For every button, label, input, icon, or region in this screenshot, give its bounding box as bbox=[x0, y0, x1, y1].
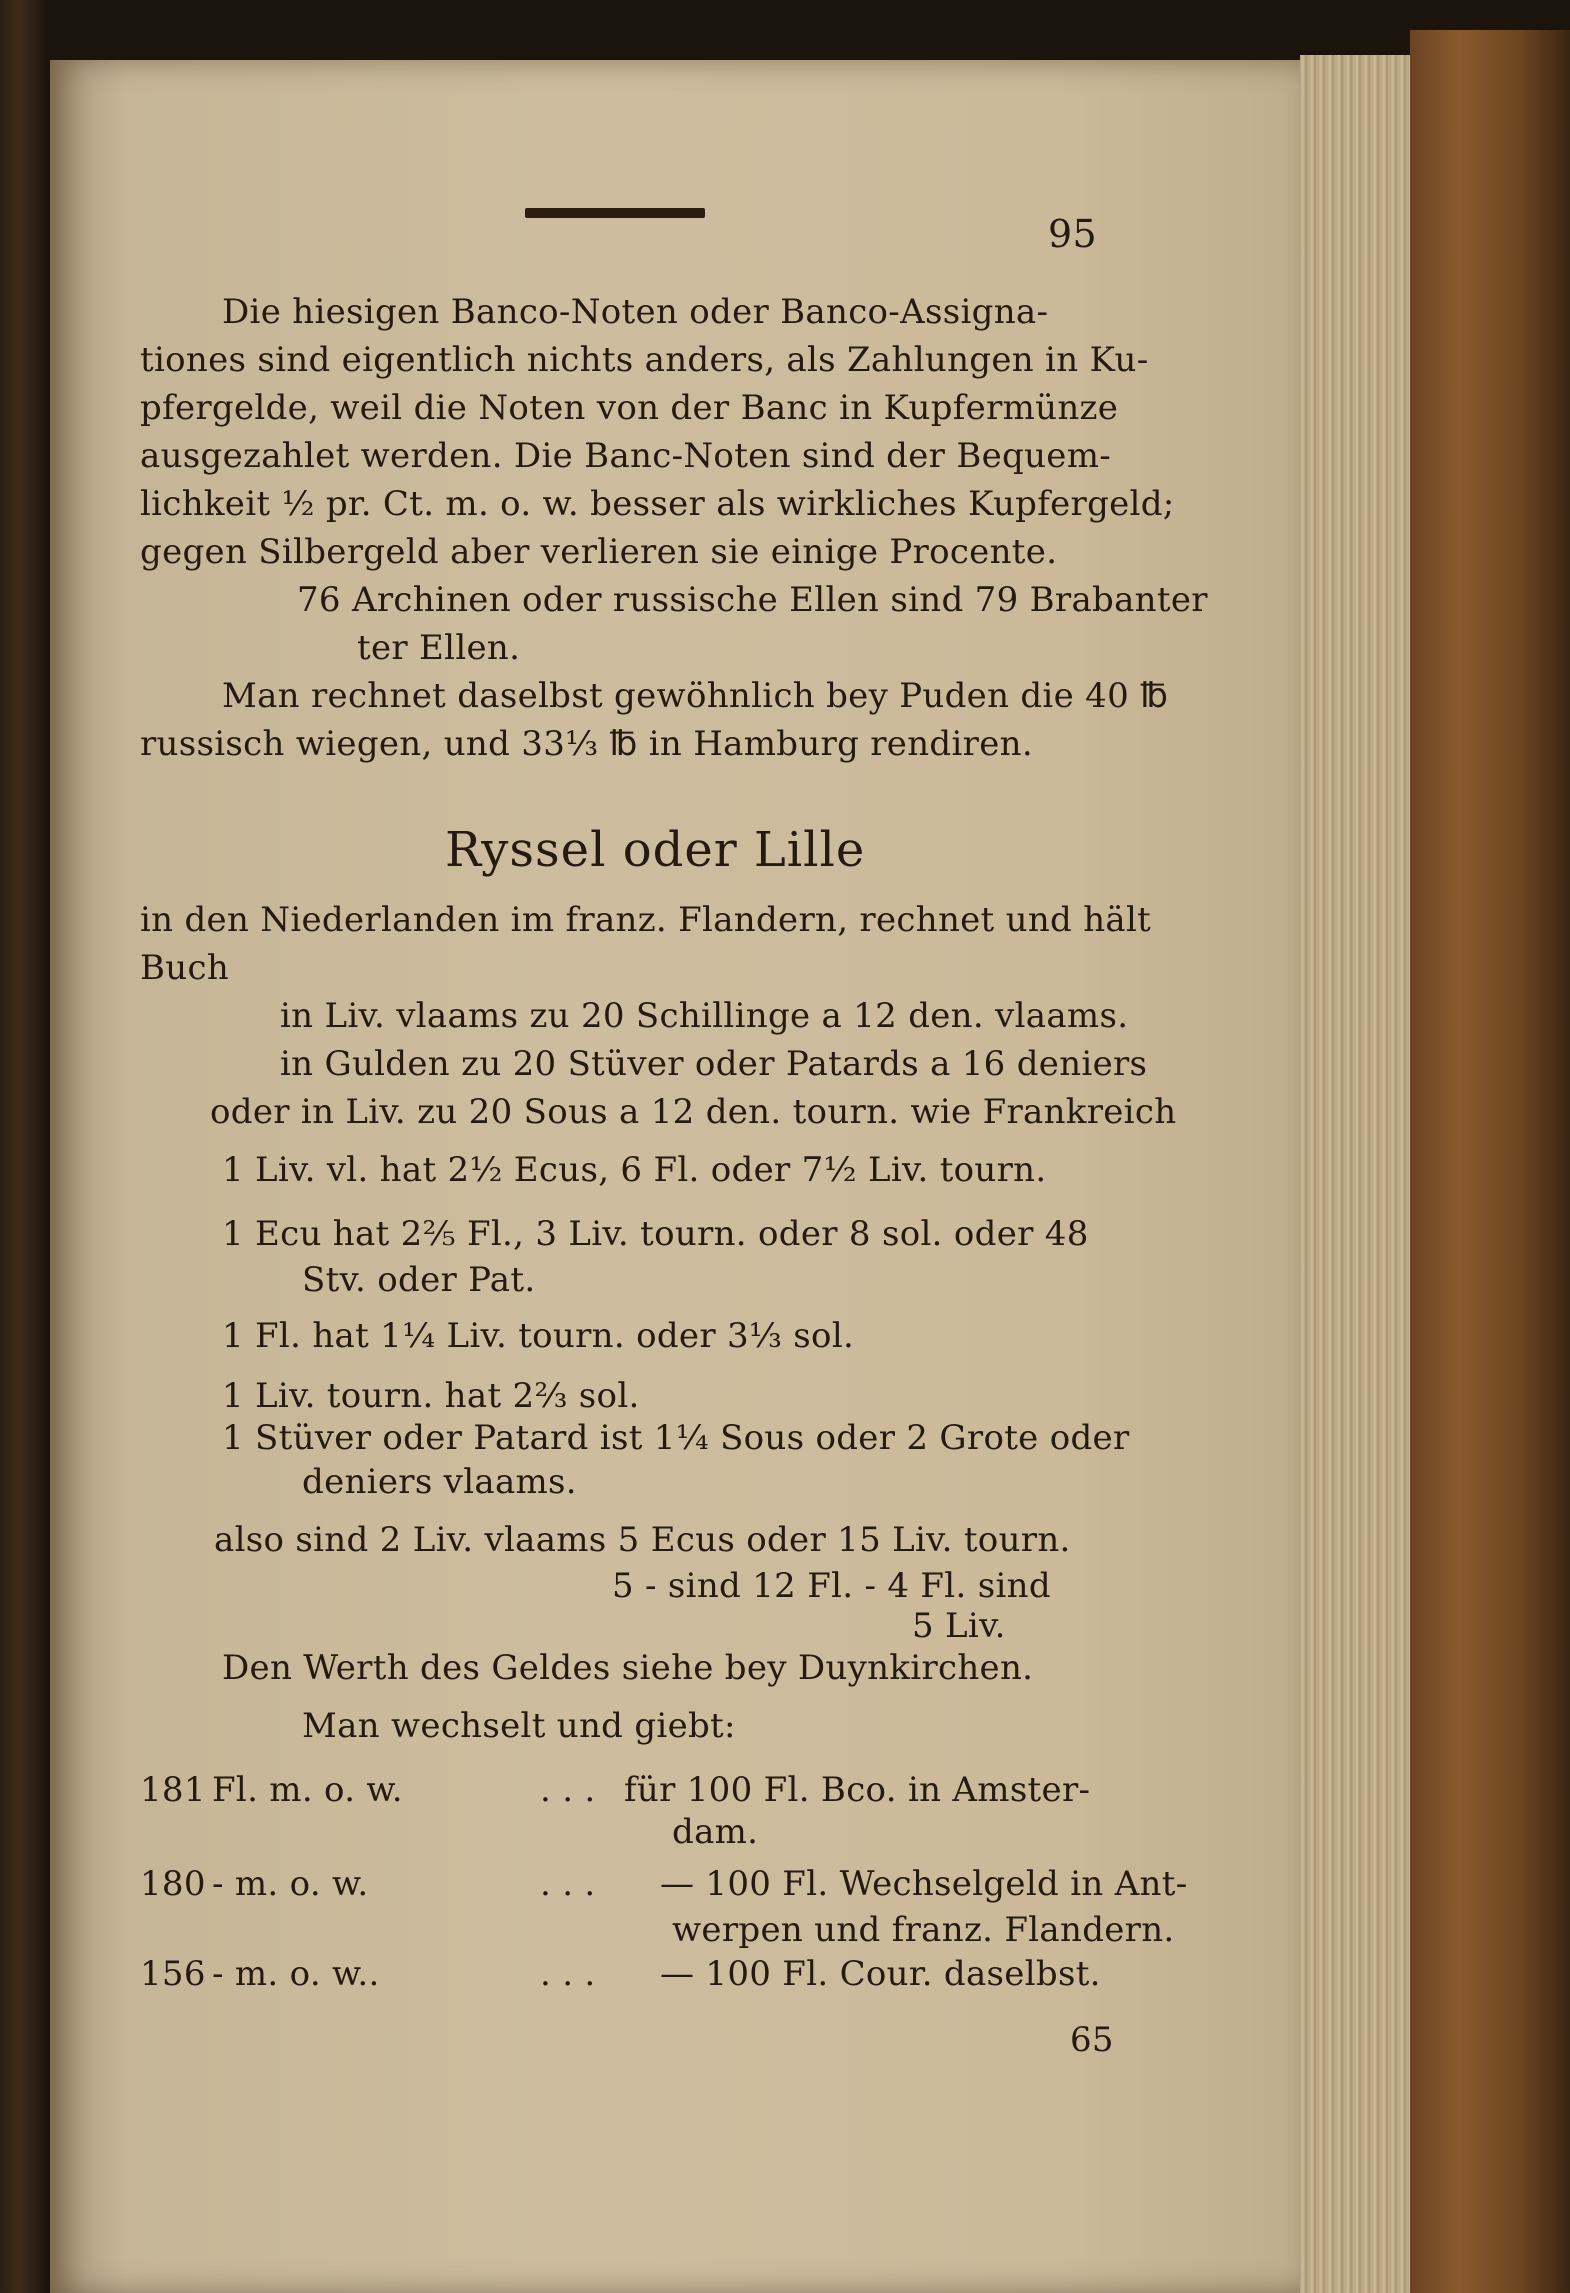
text-line: pfergelde, weil die Noten von der Banc in Kupfermünze bbox=[140, 388, 1119, 428]
exchange-unit: - m. o. w. bbox=[212, 1864, 369, 1904]
text-line: 1 Liv. tourn. hat 2⅔ sol. bbox=[222, 1376, 640, 1416]
exchange-dots: . . . bbox=[540, 1770, 596, 1810]
text-line: Den Werth des Geldes siehe bey Duynkirchen. bbox=[222, 1648, 1034, 1688]
exchange-amount: 156 bbox=[140, 1954, 206, 1994]
text-line: also sind 2 Liv. vlaams 5 Ecus oder 15 Liv. tourn. bbox=[214, 1520, 1071, 1560]
text-line: Man wechselt und giebt: bbox=[302, 1706, 736, 1746]
text-line: in Gulden zu 20 Stüver oder Patards a 16 deniers bbox=[280, 1044, 1148, 1084]
text-line: tiones sind eigentlich nichts anders, als Zahlungen in Ku- bbox=[140, 340, 1149, 380]
text-line: Man rechnet daselbst gewöhnlich bey Puden die 40 ℔ bbox=[222, 676, 1169, 716]
exchange-amount: 180 bbox=[140, 1864, 206, 1904]
text-line: in den Niederlanden im franz. Flandern, rechnet und hält bbox=[140, 900, 1152, 940]
text-line: russisch wiegen, und 33⅓ ℔ in Hamburg rendiren. bbox=[140, 724, 1033, 764]
text-line: ausgezahlet werden. Die Banc-Noten sind der Bequem- bbox=[140, 436, 1112, 476]
text-line: 1 Fl. hat 1¼ Liv. tourn. oder 3⅓ sol. bbox=[222, 1316, 855, 1356]
header-rule bbox=[525, 208, 705, 218]
text-line: Die hiesigen Banco-Noten oder Banco-Assigna- bbox=[222, 292, 1049, 332]
section-heading: Ryssel oder Lille bbox=[445, 822, 866, 878]
exchange-rate: — 100 Fl. Cour. daselbst. bbox=[660, 1954, 1101, 1994]
exchange-unit: - m. o. w.. bbox=[212, 1954, 380, 1994]
exchange-rate-cont: werpen und franz. Flandern. bbox=[672, 1910, 1175, 1950]
text-line: Buch bbox=[140, 948, 230, 988]
text-line: ter Ellen. bbox=[357, 628, 521, 668]
exchange-unit: Fl. m. o. w. bbox=[212, 1770, 403, 1810]
text-line: in Liv. vlaams zu 20 Schillinge a 12 den. vlaams. bbox=[280, 996, 1129, 1036]
text-line: 5 - sind 12 Fl. - 4 Fl. sind bbox=[612, 1566, 1051, 1606]
text-line: 5 Liv. bbox=[912, 1606, 1006, 1646]
text-line: 1 Liv. vl. hat 2½ Ecus, 6 Fl. oder 7½ Liv. tourn. bbox=[222, 1150, 1047, 1190]
exchange-rate: — 100 Fl. Wechselgeld in Ant- bbox=[660, 1864, 1188, 1904]
exchange-rate-cont: dam. bbox=[672, 1812, 759, 1852]
text-line: 1 Stüver oder Patard ist 1¼ Sous oder 2 Grote oder bbox=[222, 1418, 1130, 1458]
exchange-amount: 181 bbox=[140, 1770, 206, 1810]
exchange-rate: für 100 Fl. Bco. in Amster- bbox=[624, 1770, 1091, 1810]
exchange-dots: . . . bbox=[540, 1954, 596, 1994]
signature-mark: 65 bbox=[1070, 2020, 1114, 2060]
text-line: 1 Ecu hat 2⅖ Fl., 3 Liv. tourn. oder 8 sol. oder 48 bbox=[222, 1214, 1089, 1254]
text-line: 76 Archinen oder russische Ellen sind 79 Brabanter bbox=[297, 580, 1208, 620]
text-line: lichkeit ½ pr. Ct. m. o. w. besser als wirkliches Kupfergeld; bbox=[140, 484, 1175, 524]
text-line: oder in Liv. zu 20 Sous a 12 den. tourn. wie Frankreich bbox=[210, 1092, 1177, 1132]
page-number: 95 bbox=[1048, 212, 1097, 256]
text-line: Stv. oder Pat. bbox=[302, 1260, 536, 1300]
text-line: deniers vlaams. bbox=[302, 1462, 577, 1502]
text-line: gegen Silbergeld aber verlieren sie einige Procente. bbox=[140, 532, 1058, 572]
exchange-dots: . . . bbox=[540, 1864, 596, 1904]
